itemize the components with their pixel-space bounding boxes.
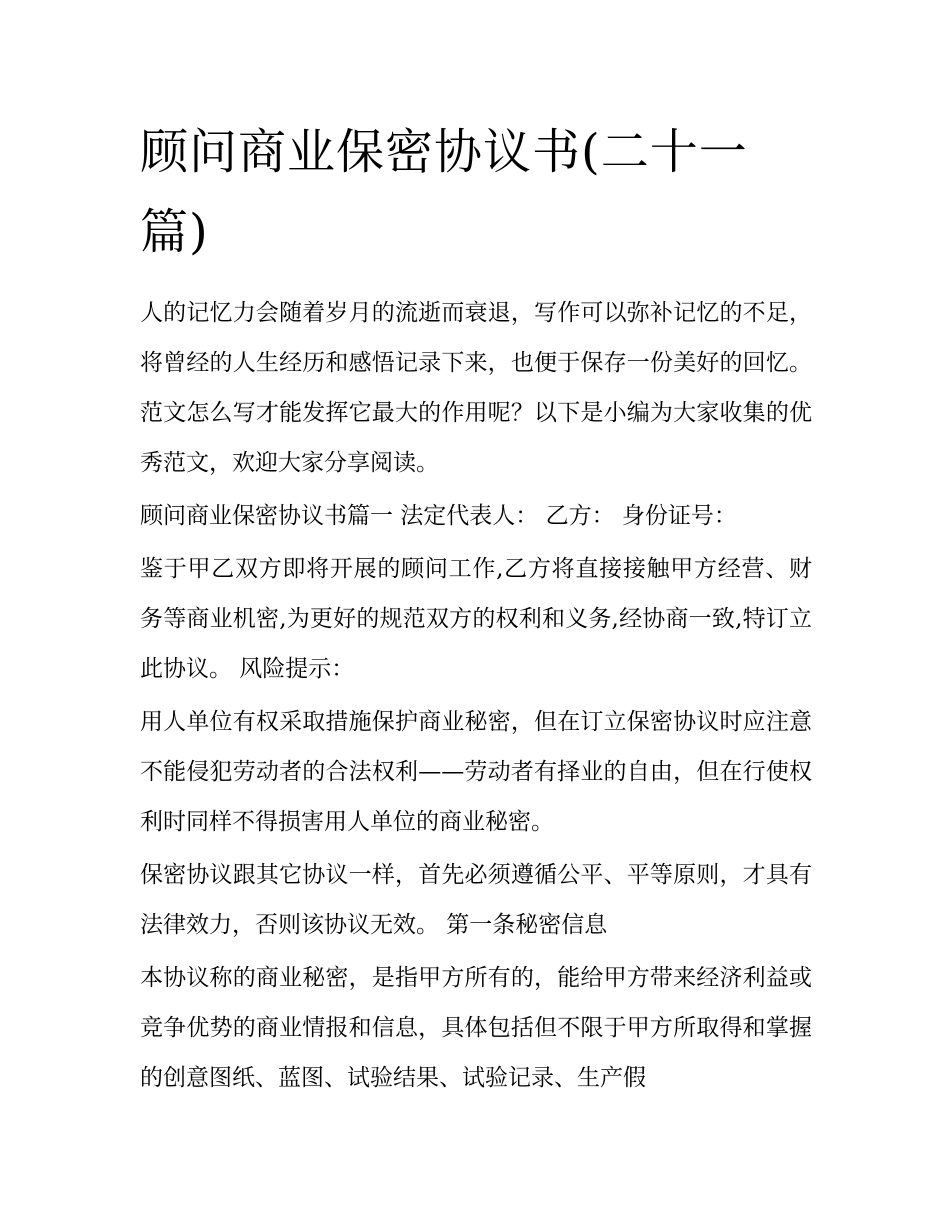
paragraph-intro: 人的记忆力会随着岁月的流逝而衰退，写作可以弥补记忆的不足，将曾经的人生经历和感悟记录下来，也便于保存一份美好的回忆。范文怎么写才能发挥它最大的作用呢？以下是小编为大家收集的优秀范文，欢迎大家分享阅读。	[140, 300, 812, 476]
paragraph-risk-note: 用人单位有权采取措施保护商业秘密，但在订立保密协议时应注意不能侵犯劳动者的合法权利——劳动者有择业的自由，但在行使权利时同样不得损害用人单位的商业秘密。	[140, 709, 812, 835]
paragraph-preamble: 鉴于甲乙双方即将开展的顾问工作,乙方将直接接触甲方经营、财务等商业机密,为更好的规范双方的权利和义务,经协商一致,特订立此协议。 风险提示：	[140, 556, 812, 682]
document-page	[140, 112, 812, 1106]
document-body	[140, 288, 812, 1103]
paragraph-article-one: 本协议称的商业秘密，是指甲方所有的，能给甲方带来经济利益或竞争优势的商业情报和信息，具体包括但不限于甲方所取得和掌握的创意图纸、蓝图、试验结果、试验记录、生产假	[140, 965, 812, 1091]
paragraph-parties: 顾问商业保密协议书篇一 法定代表人： 乙方： 身份证号：	[140, 503, 737, 529]
paragraph-principles: 保密协议跟其它协议一样，首先必须遵循公平、平等原则，才具有法律效力，否则该协议无效。 第一条秘密信息	[140, 862, 812, 938]
document-title: 顾问商业保密协议书(二十一篇)	[140, 124, 748, 260]
